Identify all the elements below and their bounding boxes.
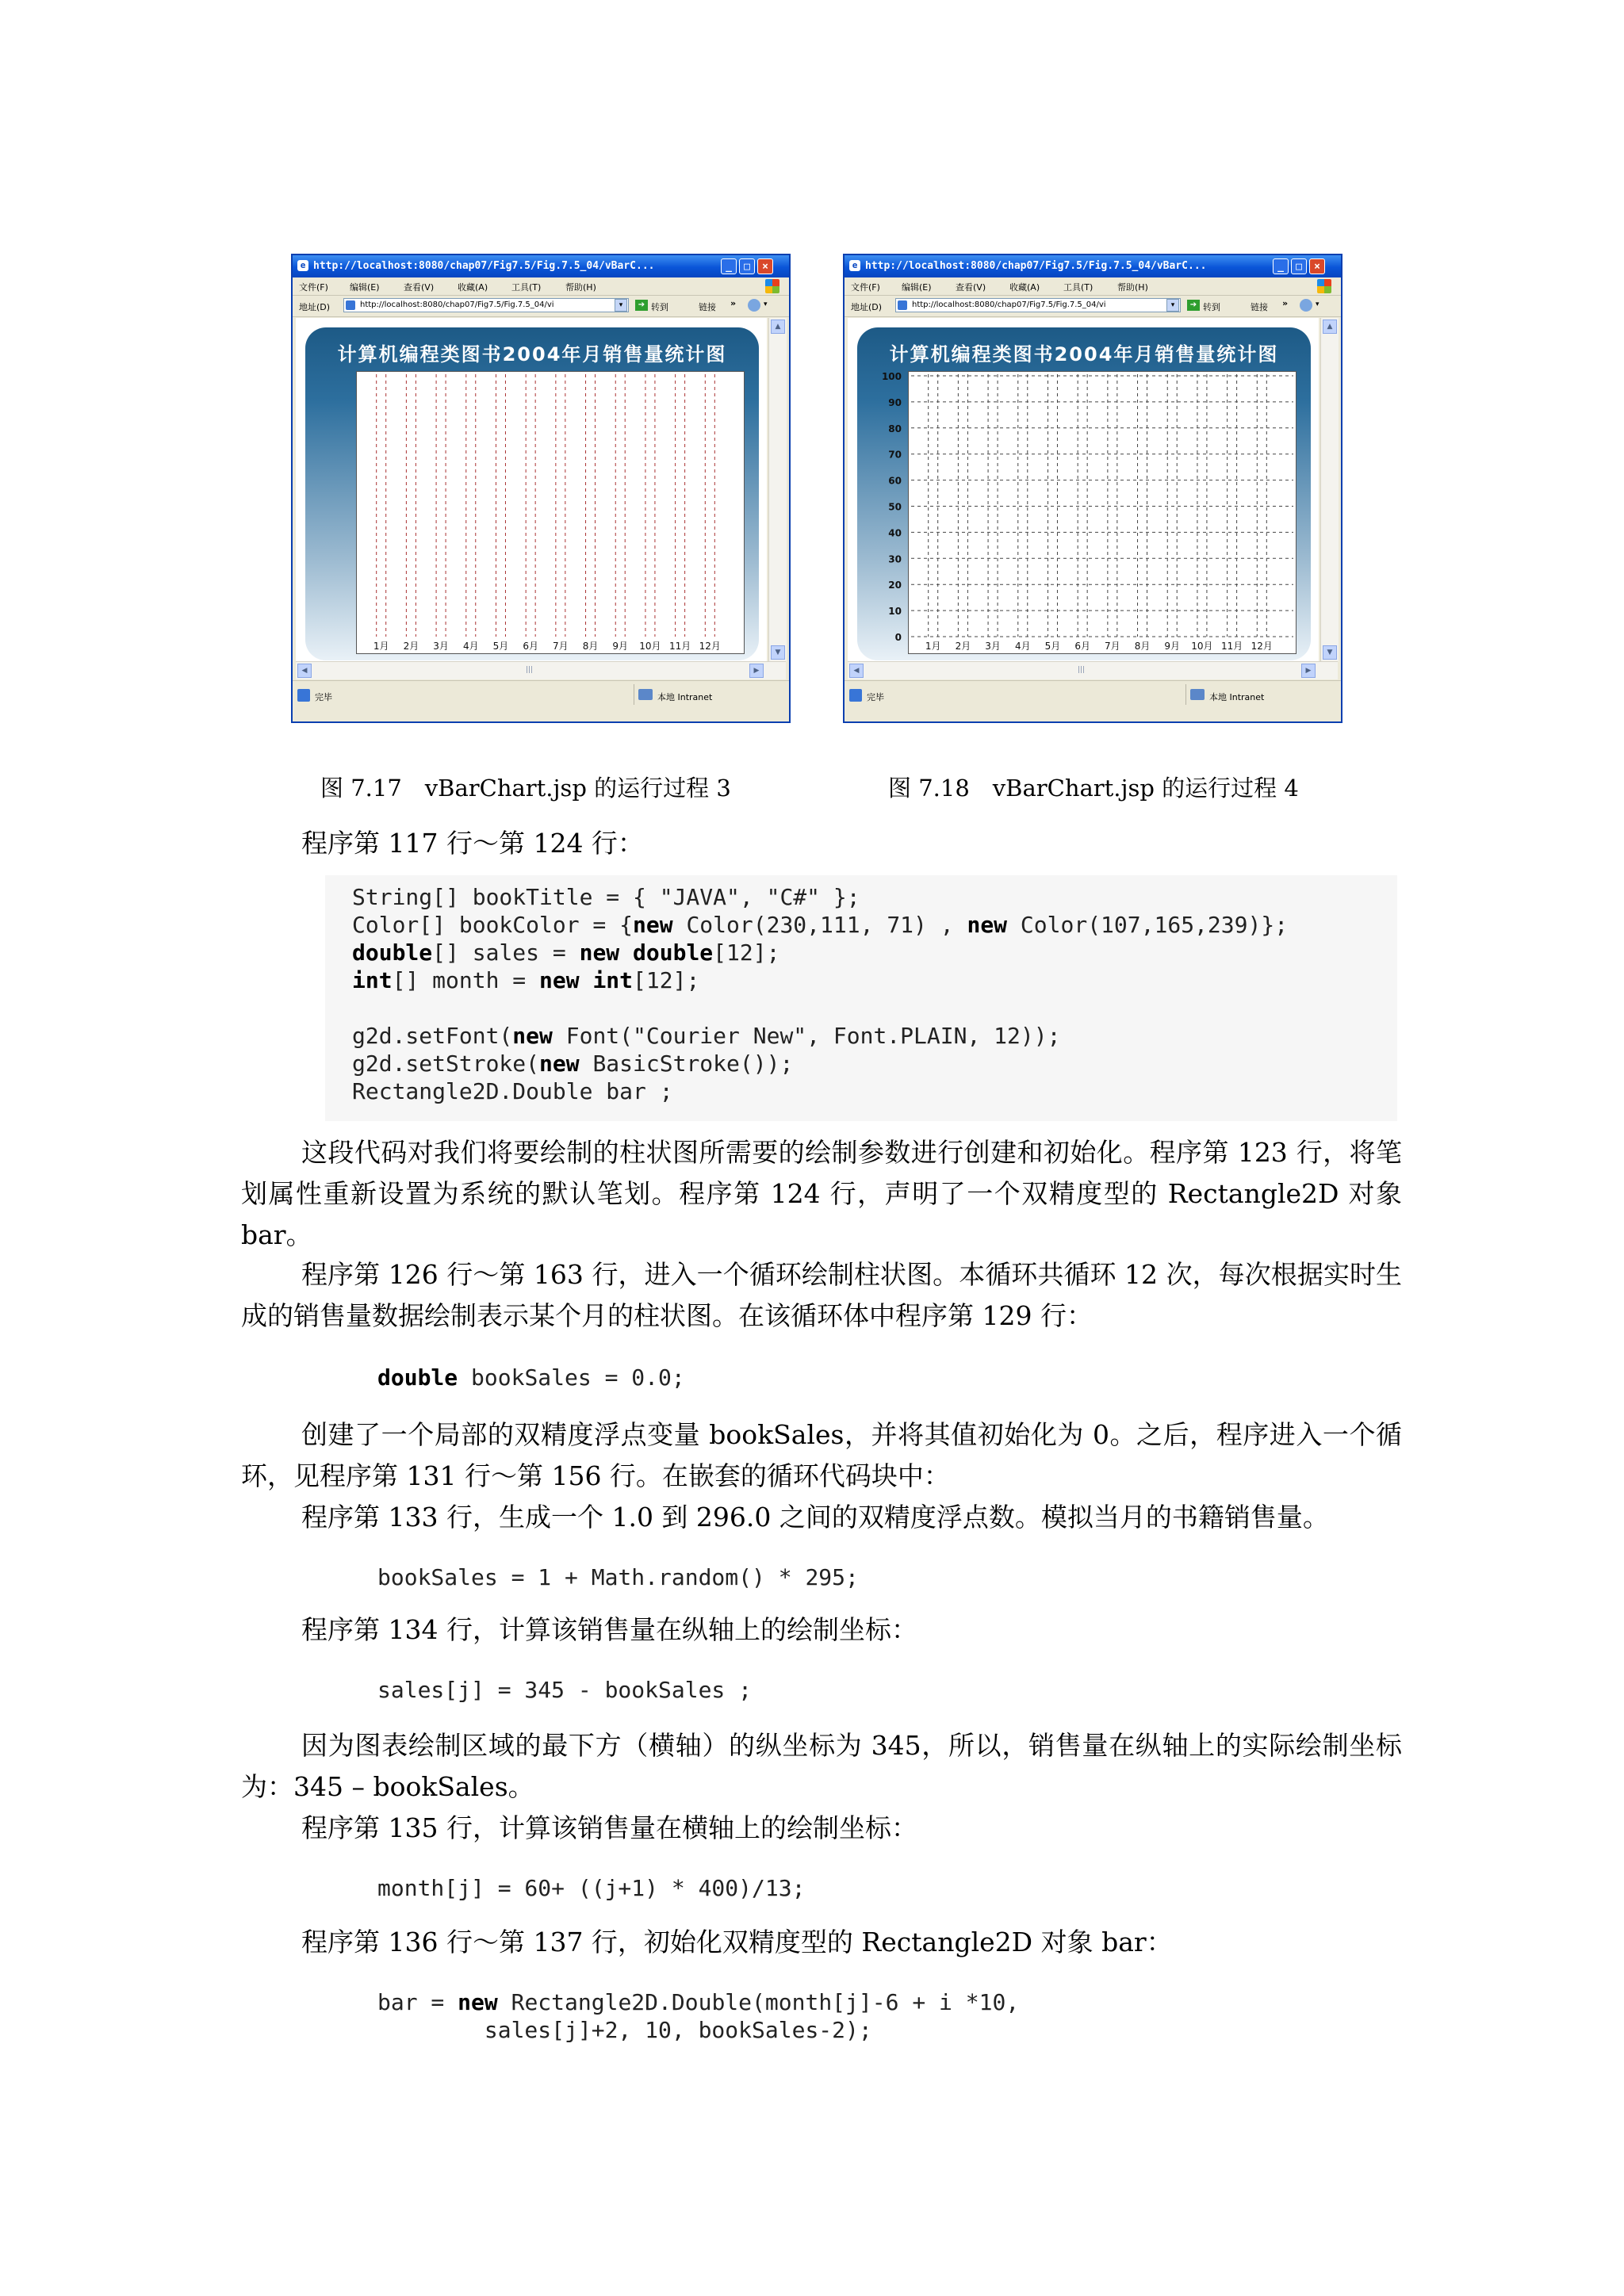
x-tick-label: 5月 [1044,641,1061,652]
y-tick-label: 60 [888,475,902,487]
zone-text: 本地 Intranet [657,692,713,702]
x-tick-label: 6月 [1074,641,1090,652]
window-title: http://localhost:8080/chap07/Fig7.5/Fig.7.5_04/vBarC... [865,260,1207,272]
address-bar [845,296,1341,317]
x-tick-label: 11月 [668,641,691,652]
address-value: http://localhost:8080/chap07/Fig7.5/Fig.7.5_04/vi [360,300,554,309]
y-tick-label: 80 [888,423,902,434]
maximize-button[interactable]: □ [739,258,755,274]
ie-icon: e [849,260,860,271]
paragraph: 因为图表绘制区域的最下方（横轴）的纵坐标为 345，所以，销售量在纵轴上的实际绘制坐标为：345 – bookSales。 [241,1730,1402,1802]
menu-tools[interactable]: 工具(T) [511,282,542,293]
status-divider [1185,684,1186,705]
menu-bar [293,277,789,296]
paragraph: 这段代码对我们将要绘制的柱状图所需要的绘制参数进行创建和初始化。程序第 123 行，将笔划属性重新设置为系统的默认笔划。程序第 124 行，声明了一个双精度型的 Rectangle2D 对象 bar。 [241,1137,1402,1250]
x-tick-label: 1月 [373,641,389,652]
page-content [296,318,767,661]
chart-panel [857,327,1311,660]
y-tick-label: 90 [888,396,902,408]
scroll-left-arrow-icon[interactable]: ◀ [849,664,864,678]
code-line-sales-coord: sales[j] = 345 - bookSales ; [377,1677,753,1703]
minimize-button[interactable]: _ [1273,258,1289,274]
menu-bar [845,277,1341,296]
y-tick-label: 30 [888,553,902,565]
menu-file[interactable]: 文件(F) [299,282,328,293]
status-text: 完毕 [315,692,332,702]
page-icon [898,300,907,310]
intranet-zone-icon [1190,689,1205,700]
menu-edit[interactable]: 编辑(E) [350,282,380,293]
x-tick-label: 12月 [1251,641,1273,652]
address-label: 地址(D) [299,302,331,312]
done-page-icon [297,689,310,702]
chart-gridlines [305,327,759,660]
chevron-right-icon[interactable]: » [1282,298,1289,308]
go-arrow-icon[interactable]: ➔ [1187,300,1200,311]
x-tick-label: 3月 [985,641,1001,652]
scroll-up-arrow-icon[interactable]: ▲ [771,320,785,334]
x-tick-label: 4月 [462,641,479,652]
paragraph: 程序第 134 行，计算该销售量在纵轴上的绘制坐标： [301,1614,917,1645]
y-tick-label: 40 [888,527,902,539]
status-text: 完毕 [867,692,884,702]
x-tick-label: 8月 [582,641,599,652]
x-tick-label: 10月 [639,641,661,652]
paragraph: 程序第 117 行～第 124 行： [301,828,644,859]
menu-edit[interactable]: 编辑(E) [902,282,932,293]
horizontal-scrollbar[interactable] [296,661,786,679]
scroll-up-arrow-icon[interactable]: ▲ [1323,320,1337,334]
chart-panel [305,327,759,660]
paragraph: 程序第 136 行～第 137 行，初始化双精度型的 Rectangle2D 对象 bar： [301,1927,1173,1957]
chevron-down-icon[interactable]: ▾ [764,300,768,308]
menu-file[interactable]: 文件(F) [851,282,880,293]
scroll-grip-icon[interactable]: ||| [1078,666,1086,674]
x-tick-label: 11月 [1220,641,1243,652]
intranet-zone-icon [638,689,653,700]
x-tick-label: 2月 [955,641,971,652]
figure-caption-7-18: 图 7.18 vBarChart.jsp 的运行过程 4 [888,775,1299,802]
address-bar [293,296,789,317]
paragraph: 程序第 126 行～第 163 行，进入一个循环绘制柱状图。本循环共循环 12 次，每次根据实时生成的销售量数据绘制表示某个月的柱状图。在该循环体中程序第 129 行： [241,1259,1402,1331]
y-tick-label: 70 [888,449,902,461]
horizontal-scrollbar[interactable] [848,661,1338,679]
y-tick-label: 100 [881,371,902,382]
code-line-month-coord: month[j] = 60+ ((j+1) * 400)/13; [377,1875,806,1901]
toolbar-icon[interactable] [748,299,760,312]
go-button[interactable]: 转到 [1203,302,1220,312]
x-tick-label: 12月 [699,641,721,652]
x-tick-label: 1月 [925,641,941,652]
address-value: http://localhost:8080/chap07/Fig7.5/Fig.7.5_04/vi [912,300,1106,309]
window-title: http://localhost:8080/chap07/Fig7.5/Fig.7.5_04/vBarC... [313,260,655,272]
status-bar [845,680,1341,722]
x-tick-label: 7月 [1105,641,1120,652]
menu-help[interactable]: 帮助(H) [1117,282,1148,293]
windows-logo-icon [1317,279,1331,293]
address-dropdown-button[interactable]: ▾ [615,299,627,312]
links-button[interactable]: 链接 [699,302,716,312]
browser-window-fig-7-18 [843,254,1342,723]
figure-caption-7-17: 图 7.17 vBarChart.jsp 的运行过程 3 [320,775,731,802]
windows-logo-icon [765,279,779,293]
scroll-right-arrow-icon[interactable]: ▶ [749,664,764,678]
menu-view[interactable]: 查看(V) [404,282,435,293]
x-tick-label: 9月 [1164,641,1181,652]
x-tick-label: 6月 [523,641,538,652]
x-tick-label: 2月 [403,641,419,652]
y-tick-label: 50 [888,501,902,513]
paragraph: 创建了一个局部的双精度浮点变量 bookSales，并将其值初始化为 0。之后，程序进入一个循环，见程序第 131 行～第 156 行。在嵌套的循环代码块中： [241,1419,1402,1491]
address-input[interactable] [895,298,1181,312]
chart-title: 计算机编程类图书2004年月销售量统计图 [889,343,1279,365]
go-button[interactable]: 转到 [651,302,668,312]
scroll-grip-icon[interactable]: ||| [526,666,534,674]
x-tick-label: 4月 [1014,641,1031,652]
menu-favorites[interactable]: 收藏(A) [1009,282,1040,293]
menu-tools[interactable]: 工具(T) [1063,282,1094,293]
code-block-params: String[] bookTitle = { "JAVA", "C#" }; Color[] bookColor = {new Color(230,111, 71) , new Color(107,165,239)}; double[] sales = new double[12]; int[] month = new int[12]; g2d.setFont(new Font("Courier New", Font.PLAIN, 12)); g2d.setStroke(new BasicStroke()); Rectangle2D.Double bar ; [352,884,1289,1104]
chevron-down-icon[interactable]: ▾ [1316,300,1320,308]
scroll-left-arrow-icon[interactable]: ◀ [297,664,312,678]
chart-title: 计算机编程类图书2004年月销售量统计图 [337,343,727,365]
scroll-right-arrow-icon[interactable]: ▶ [1301,664,1316,678]
ie-icon: e [297,260,308,271]
paragraph: 程序第 135 行，计算该销售量在横轴上的绘制坐标： [301,1812,917,1843]
scroll-down-arrow-icon[interactable]: ▼ [1323,645,1337,660]
address-dropdown-button[interactable]: ▾ [1166,299,1179,312]
links-button[interactable]: 链接 [1251,302,1268,312]
go-arrow-icon[interactable]: ➔ [635,300,648,311]
x-tick-label: 5月 [492,641,509,652]
maximize-button[interactable]: □ [1291,258,1307,274]
x-tick-label: 9月 [612,641,629,652]
zone-text: 本地 Intranet [1209,692,1265,702]
title-bar [845,255,1341,277]
close-button[interactable]: × [1309,258,1325,274]
x-tick-label: 10月 [1191,641,1213,652]
x-tick-label: 8月 [1134,641,1151,652]
status-bar [293,680,789,722]
paragraph: 程序第 133 行，生成一个 1.0 到 296.0 之间的双精度浮点数。模拟当月的书籍销售量。 [301,1502,1329,1533]
menu-view[interactable]: 查看(V) [956,282,986,293]
y-tick-label: 10 [888,606,902,618]
code-line-random-sales: bookSales = 1 + Math.random() * 295; [377,1564,859,1590]
address-label: 地址(D) [851,302,883,312]
address-input[interactable] [343,298,629,312]
y-tick-label: 20 [888,580,902,591]
x-tick-label: 7月 [553,641,569,652]
menu-favorites[interactable]: 收藏(A) [458,282,488,293]
x-tick-label: 3月 [433,641,449,652]
code-block-rectangle: bar = new Rectangle2D.Double(month[j]-6 + i *10, sales[j]+2, 10, bookSales-2); [377,1989,1020,2043]
toolbar-icon[interactable] [1300,299,1312,312]
code-line-booksales-init: double bookSales = 0.0; [377,1364,685,1391]
y-tick-label: 0 [894,632,902,643]
vertical-scrollbar[interactable] [768,318,787,661]
chart-gridlines [857,327,1311,660]
browser-window-fig-7-17 [291,254,791,723]
minimize-button[interactable]: _ [721,258,737,274]
title-bar [293,255,789,277]
chevron-right-icon[interactable]: » [730,298,737,308]
menu-help[interactable]: 帮助(H) [565,282,596,293]
close-button[interactable]: × [757,258,773,274]
vertical-scrollbar[interactable] [1320,318,1339,661]
page-content [848,318,1319,661]
done-page-icon [849,689,862,702]
scroll-down-arrow-icon[interactable]: ▼ [771,645,785,660]
page-icon [346,300,355,310]
